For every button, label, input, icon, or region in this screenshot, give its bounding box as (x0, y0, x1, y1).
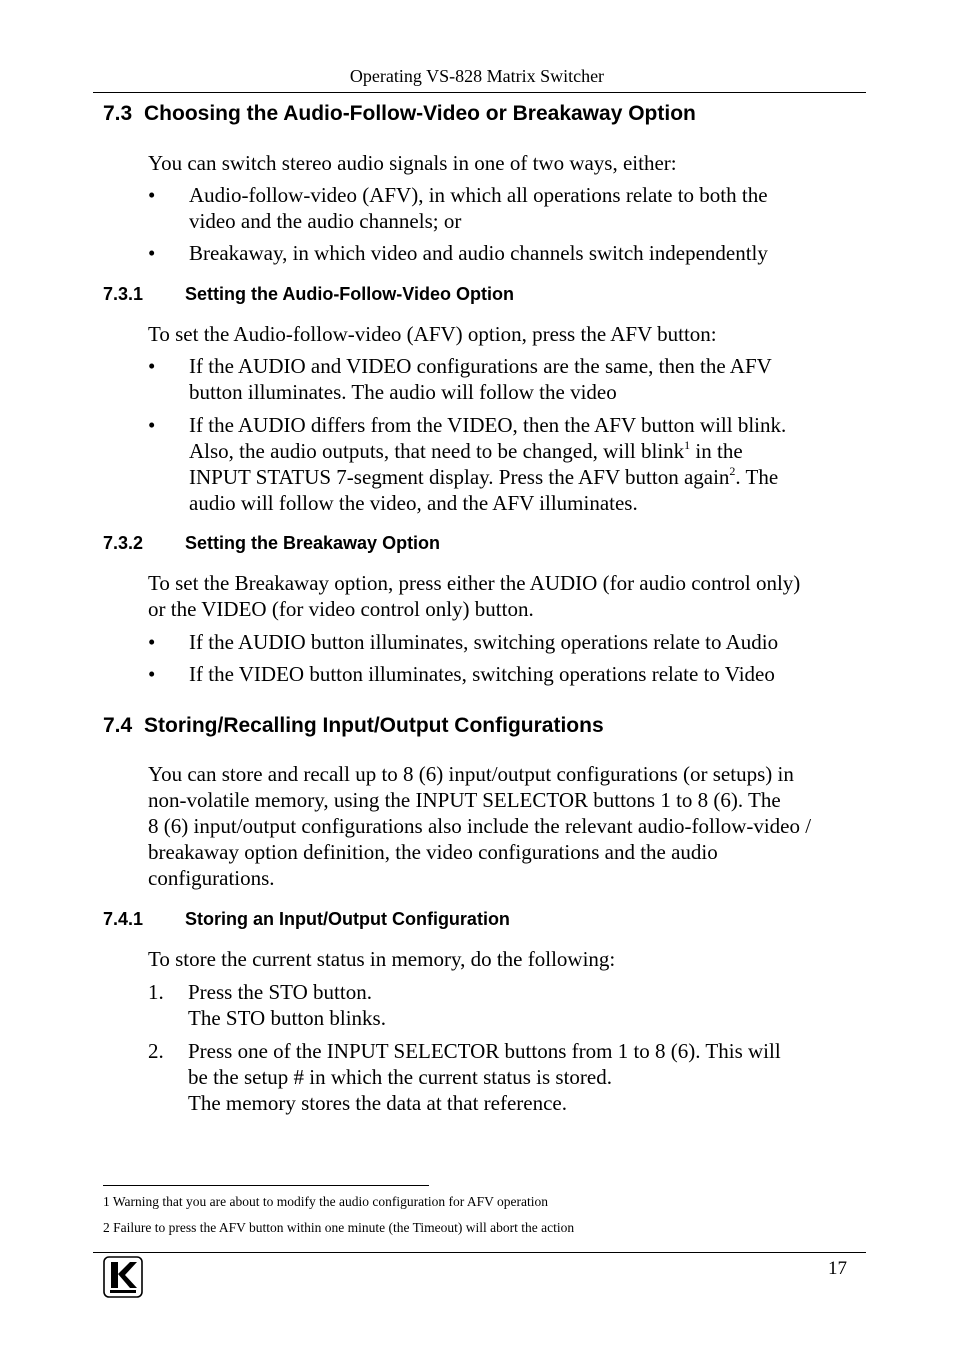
paragraph: To store the current status in memory, do the following: (148, 947, 616, 971)
section-heading-7-3 (103, 102, 696, 126)
step-number: 2. (148, 1039, 164, 1063)
subsection-number: 7.4.1 (103, 909, 144, 929)
list-item-line: video and the audio channels; or (189, 209, 462, 233)
step-line: Press one of the INPUT SELECTOR buttons from 1 to 8 (6). This will (188, 1039, 781, 1063)
subsection-heading-7-3-1 (103, 284, 514, 305)
step-line: The memory stores the data at that reference. (188, 1091, 567, 1115)
page-number: 17 (828, 1258, 847, 1279)
kramer-logo-icon (103, 1256, 143, 1298)
list-item-line: If the VIDEO button illuminates, switching operations relate to Video (189, 662, 775, 686)
footnote-2: 2 Failure to press the AFV button within one minute (the Timeout) will abort the action (103, 1220, 575, 1235)
list-item-line: Breakaway, in which video and audio channels switch independently (189, 241, 768, 265)
list-item-line: INPUT STATUS 7-segment display. Press the AFV button again$^2$. The (189, 464, 779, 489)
subsection-heading-7-4-1 (103, 909, 510, 930)
paragraph: You can store and recall up to 8 (6) input/output configurations (or setups) in non-volatile memory, using the INPUT SELECTOR buttons 1 to 8 (6). The 8 (6) input/output configurations also include the relevant audio-follow-video / breakaway option definition, the video configurations and the audio configurations. (148, 762, 812, 890)
list-item (148, 182, 860, 234)
footnote-rule (103, 1185, 429, 1186)
bullet: • (148, 413, 156, 437)
list-item (148, 240, 860, 266)
step-line: be the setup # in which the current status is stored. (188, 1065, 612, 1089)
list-item (148, 353, 860, 405)
section-number: 7.4 (103, 714, 133, 737)
subsection-heading-7-3-2 (103, 533, 440, 554)
footnote-ref-2[interactable]: 2 (729, 464, 736, 478)
subsection-title: Storing an Input/Output Configuration (185, 909, 510, 929)
subsection-number: 7.3.1 (103, 284, 144, 304)
paragraph: To set the Breakaway option, press either the AUDIO (for audio control only) or the VIDEO (for video control only) button. (148, 571, 801, 621)
step-line: The STO button blinks. (188, 1006, 386, 1030)
bullet: • (148, 630, 156, 654)
list-item-line: If the AUDIO button illuminates, switching operations relate to Audio (189, 630, 779, 654)
section-title: Choosing the Audio-Follow-Video or Breakaway Option (144, 102, 696, 125)
bullet: • (148, 183, 156, 207)
list-item-line: Also, the audio outputs, that need to be changed, will blink$^1$ in the (189, 438, 743, 463)
list-item (148, 661, 860, 687)
step-number: 1. (148, 980, 164, 1004)
paragraph: You can switch stereo audio signals in one of two ways, either: (148, 151, 677, 175)
subsection-title: Setting the Audio-Follow-Video Option (185, 284, 514, 304)
list-item (148, 412, 860, 516)
running-header: Operating VS-828 Matrix Switcher (349, 66, 605, 86)
bullet: • (148, 662, 156, 686)
subsection-title: Setting the Breakaway Option (185, 533, 441, 553)
section-title: Storing/Recalling Input/Output Configurations (144, 714, 604, 737)
numbered-step (148, 979, 860, 1031)
list-item (148, 629, 860, 655)
footnote-1: 1 Warning that you are about to modify the audio configuration for AFV operation (103, 1194, 548, 1209)
list-item-line: audio will follow the video, and the AFV illuminates. (189, 491, 638, 515)
list-item-line: button illuminates. The audio will follow the video (189, 380, 617, 404)
bullet: • (148, 354, 156, 378)
paragraph: To set the Audio-follow-video (AFV) option, press the AFV button: (148, 322, 717, 346)
list-item-line: Audio-follow-video (AFV), in which all operations relate to both the (189, 183, 768, 207)
step-line: Press the STO button. (188, 980, 372, 1004)
header-rule (93, 92, 866, 93)
bullet: • (148, 241, 156, 265)
footnote-ref-1[interactable]: 1 (684, 438, 691, 452)
footer-rule (93, 1252, 866, 1253)
section-number: 7.3 (103, 102, 133, 125)
subsection-number: 7.3.2 (103, 533, 144, 553)
list-item-line: If the AUDIO differs from the VIDEO, then the AFV button will blink. (189, 413, 787, 437)
numbered-step (148, 1038, 860, 1116)
section-heading-7-4 (103, 714, 604, 738)
list-item-line: If the AUDIO and VIDEO configurations are the same, then the AFV (189, 354, 772, 378)
